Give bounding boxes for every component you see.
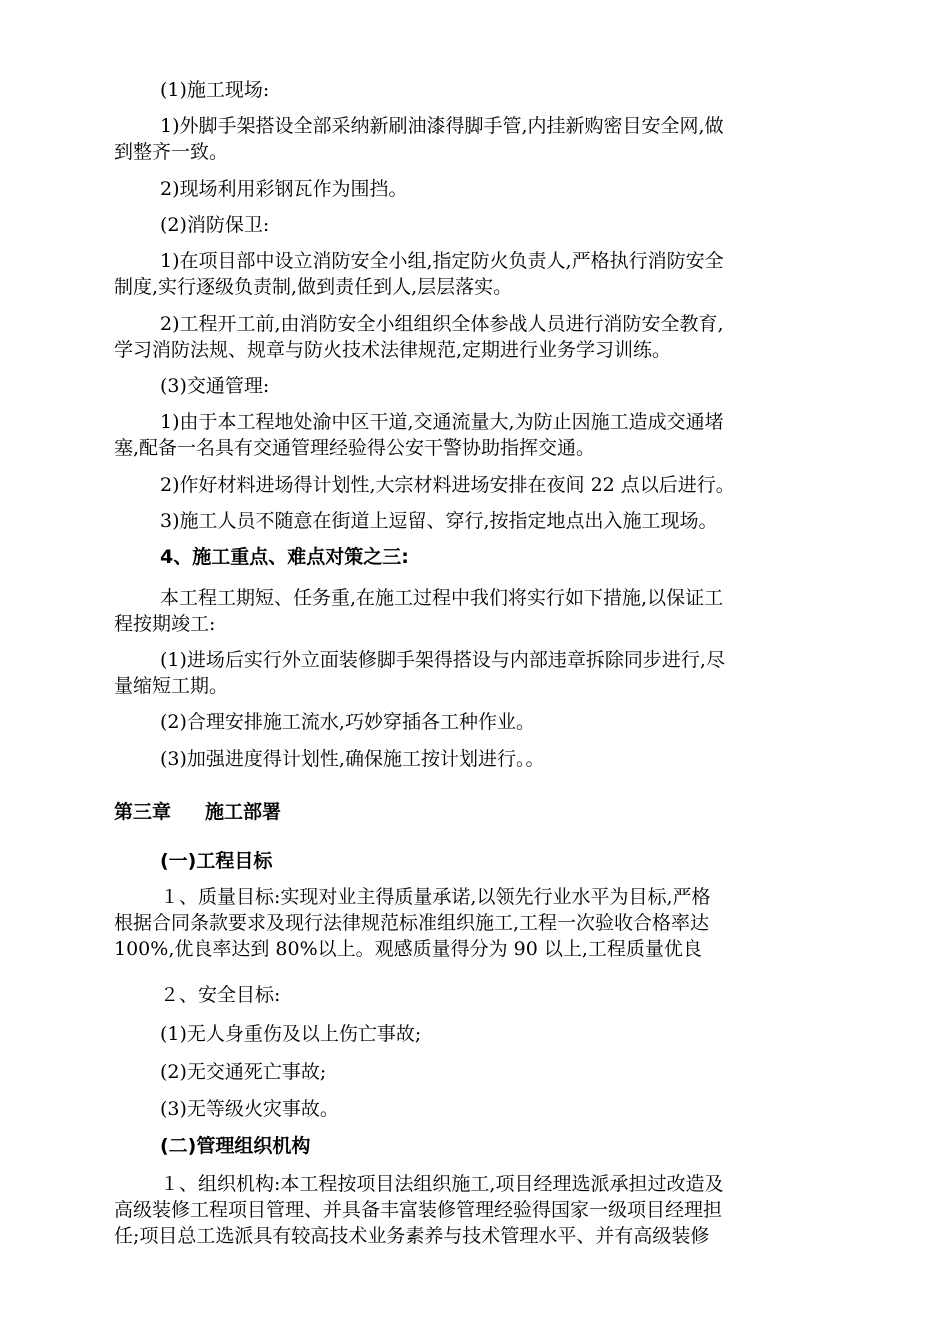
paragraph-line: 2)工程开工前,由消防安全小组组织全体参战人员进行消防安全教育, [160,313,724,335]
list-item: (1)无人身重伤及以上伤亡事故; [160,1023,422,1045]
paragraph-line: (3)加强进度得计划性,确保施工按计划进行。。 [160,748,545,770]
subsection-heading: (1)施工现场: [160,79,270,101]
list-item: (2)无交通死亡事故; [160,1061,327,1083]
paragraph-line: 程按期竣工: [114,613,216,635]
chapter-heading [114,800,281,824]
paragraph-line: 根据合同条款要求及现行法律规范标准组织施工,工程一次验收合格率达 [114,912,710,934]
subsection-heading: (2)消防保卫: [160,214,270,236]
paragraph-line: 1)在项目部中设立消防安全小组,指定防火负责人,严格执行消防安全 [160,250,724,272]
paragraph-line: 学习消防法规、规章与防火技术法律规范,定期进行业务学习训练。 [114,339,672,361]
paragraph-line: (2)合理安排施工流水,巧妙穿插各工种作业。 [160,711,535,733]
chapter-title: 施工部署 [205,801,282,823]
paragraph-line: 量缩短工期。 [114,675,229,697]
subsection-heading: (3)交通管理: [160,375,270,397]
paragraph-line: 100%,优良率达到 80%以上。观感质量得分为 90 以上,工程质量优良 [114,938,702,960]
paragraph-line: 3)施工人员不随意在街道上逗留、穿行,按指定地点出入施工现场。 [160,510,718,532]
section-heading: (一)工程目标 [160,850,273,872]
paragraph-line: ２、安全目标: [160,984,281,1006]
chapter-number: 第三章 [114,801,172,823]
paragraph-line: 到整齐一致。 [114,141,229,163]
section-heading: 4、施工重点、难点对策之三: [160,546,409,568]
paragraph-line: 高级装修工程项目管理、并具备丰富装修管理经验得国家一级项目经理担 [114,1199,723,1221]
list-item: (3)无等级火灾事故。 [160,1098,339,1120]
paragraph-line: 任;项目总工选派具有较高技术业务素养与技术管理水平、并有高级装修 [114,1225,710,1247]
paragraph-line: 本工程工期短、任务重,在施工过程中我们将实行如下措施,以保证工 [160,587,724,609]
paragraph-line: 塞,配备一名具有交通管理经验得公安干警协助指挥交通。 [114,437,596,459]
paragraph-line: 1)由于本工程地处渝中区干道,交通流量大,为防止因施工造成交通堵 [160,411,724,433]
paragraph-line: 制度,实行逐级负责制,做到责任到人,层层落实。 [114,276,513,298]
paragraph-line: １、组织机构:本工程按项目法组织施工,项目经理选派承担过改造及 [160,1173,724,1195]
paragraph-line: 1)外脚手架搭设全部采纳新刷油漆得脚手管,内挂新购密目安全网,做 [160,115,724,137]
paragraph-line: 2)现场利用彩钢瓦作为围挡。 [160,178,408,200]
section-heading: (二)管理组织机构 [160,1135,311,1157]
paragraph-line: 2)作好材料进场得计划性,大宗材料进场安排在夜间 22 点以后进行。 [160,474,735,496]
paragraph-line: １、质量目标:实现对业主得质量承诺,以领先行业水平为目标,严格 [160,886,711,908]
paragraph-line: (1)进场后实行外立面装修脚手架得搭设与内部违章拆除同步进行,尽 [160,649,725,671]
